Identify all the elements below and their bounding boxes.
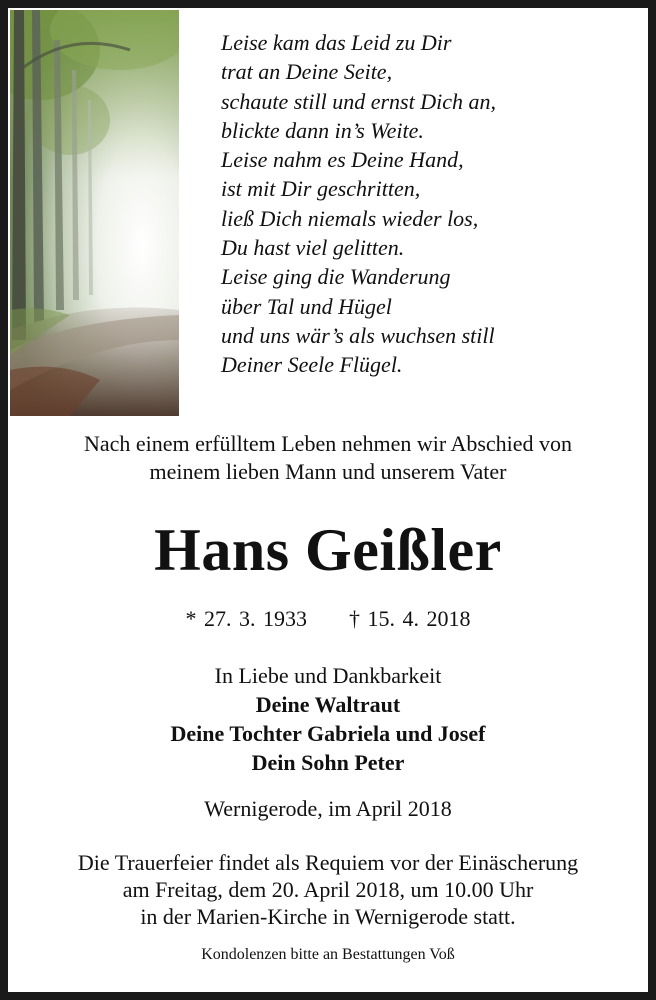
poem-line: ist mit Dir geschritten, — [221, 176, 421, 202]
poem-line: Du hast viel gelitten. — [221, 235, 405, 261]
death-date: † 15. 4. 2018 — [349, 606, 471, 631]
poem-line: schaute still und ernst Dich an, — [221, 88, 496, 114]
misty-forest-path-image — [10, 10, 179, 416]
ceremony-line: am Freitag, dem 20. April 2018, um 10.00 Uhr — [122, 877, 534, 902]
ceremony-info — [8, 849, 648, 930]
obituary-card — [8, 8, 648, 992]
deceased-name: Hans Geißler — [154, 517, 502, 583]
poem-line: Deiner Seele Flügel. — [221, 352, 403, 378]
poem-line: und uns wär’s als wuchsen still — [221, 322, 495, 348]
mourner-name: Dein Sohn Peter — [251, 750, 405, 775]
poem-line: ließ Dich niemals wieder los, — [221, 205, 479, 231]
mourners-block — [8, 661, 648, 777]
place-date: Wernigerode, im April 2018 — [204, 796, 452, 821]
life-dates — [8, 605, 648, 633]
poem-line: trat an Deine Seite, — [221, 59, 393, 85]
mourner-name: Deine Tochter Gabriela und Josef — [170, 721, 486, 746]
poem-line: Leise nahm es Deine Hand, — [221, 147, 464, 173]
love-line: In Liebe und Dankbarkeit — [214, 663, 442, 688]
mourner-name: Deine Waltraut — [255, 692, 401, 717]
intro-line: meinem lieben Mann und unserem Vater — [149, 459, 507, 484]
poem-line: Leise kam das Leid zu Dir — [221, 30, 452, 55]
intro-line: Nach einem erfülltem Leben nehmen wir Abschied von — [83, 431, 573, 456]
poem-line: blickte dann in’s Weite. — [221, 117, 424, 143]
condolence-note: Kondolenzen bitte an Bestattungen Voß — [201, 946, 455, 963]
ceremony-line: Die Trauerfeier findet als Requiem vor der Einäscherung — [77, 850, 579, 875]
birth-date: * 27. 3. 1933 — [185, 606, 307, 631]
poem-line: Leise ging die Wanderung — [221, 264, 451, 290]
poem — [221, 28, 641, 380]
intro-text — [8, 430, 648, 486]
poem-line: über Tal und Hügel — [221, 293, 392, 319]
ceremony-line: in der Marien-Kirche in Wernigerode statt. — [140, 904, 516, 929]
